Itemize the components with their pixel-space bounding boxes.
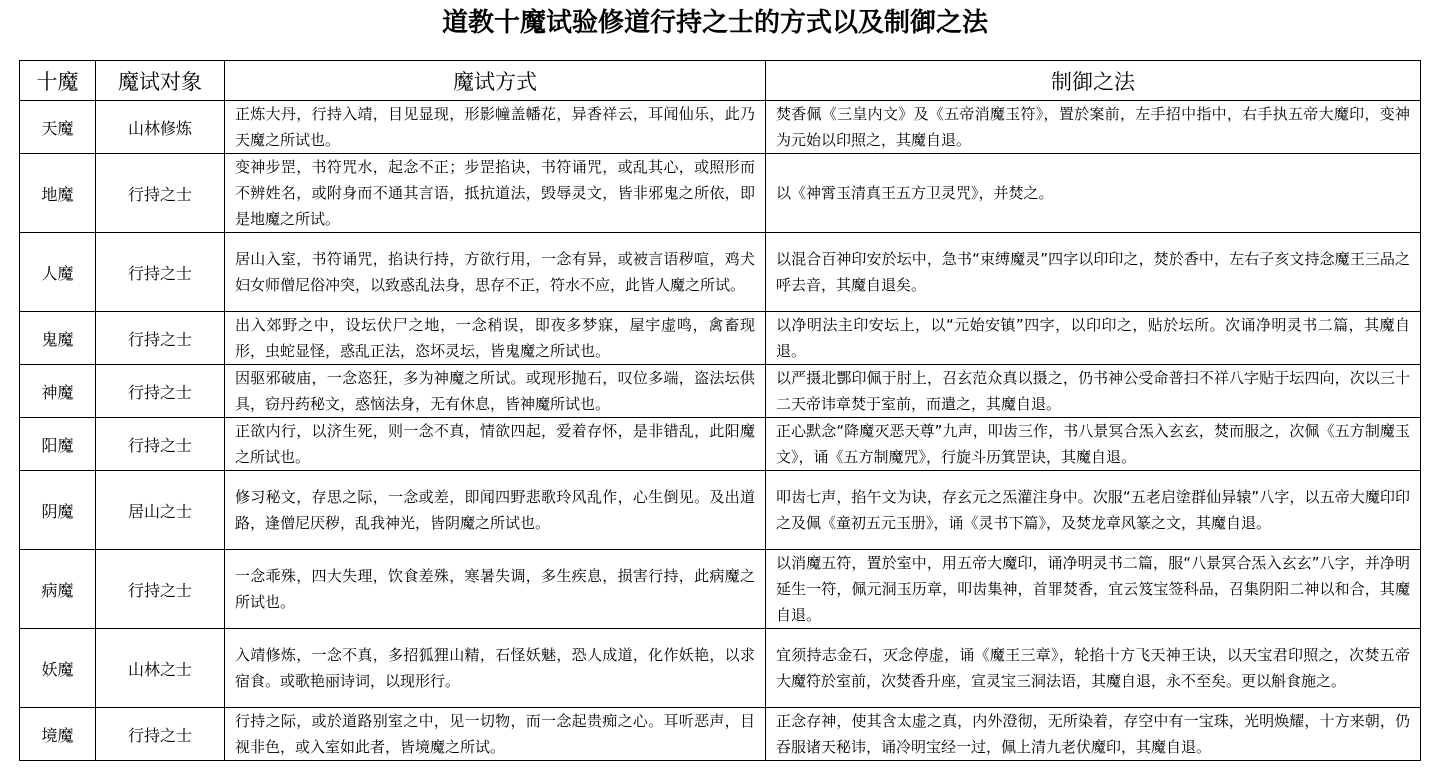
table-row — [20, 365, 1421, 418]
method-cell: 因驱邪破庙，一念恣狂，多为神魔之所试。或现形抛石，叹位多端，盗法坛供具，窃丹药秘文，惑恼法身，无有休息，皆神魔所试也。 — [225, 365, 766, 418]
target-cell: 行持之士 — [96, 550, 225, 629]
target-cell: 行持之士 — [96, 418, 225, 471]
method-cell: 行持之际，或於道路别室之中，见一切物，而一念起贵痴之心。耳听恶声，目视非色，或入室如此者，皆境魔之所试。 — [225, 708, 766, 761]
method-cell: 正炼大丹，行持入靖，目见显现，形影幢盖幡花，异香祥云，耳闻仙乐，此乃天魔之所试也。 — [225, 101, 766, 154]
demon-name: 阳魔 — [20, 418, 96, 471]
table-row — [20, 312, 1421, 365]
demon-name: 阴魔 — [20, 471, 96, 550]
demon-table — [19, 60, 1421, 761]
table-row — [20, 418, 1421, 471]
control-cell: 以混合百神印安於坛中，急书“束缚魔灵”四字以印印之，焚於香中，左右子亥文持念魔王三品之呼去音，其魔自退矣。 — [766, 233, 1421, 312]
method-cell: 修习秘文，存思之际，一念或差，即闻四野悲歌玲风乱作，心生倒见。及出道路，逢僧尼厌秽，乱我神光，皆阴魔之所试也。 — [225, 471, 766, 550]
demon-name: 天魔 — [20, 101, 96, 154]
table-row — [20, 233, 1421, 312]
method-cell: 变神步罡，书符咒水，起念不正；步罡掐诀，书符诵咒，或乱其心，或照形而不辨姓名，或附身而不通其言语，抵抗道法，毁辱灵文，皆非邪鬼之所依，即是地魔之所试。 — [225, 154, 766, 233]
demon-name: 鬼魔 — [20, 312, 96, 365]
demon-name: 妖魔 — [20, 629, 96, 708]
method-cell: 正欲内行，以济生死，则一念不真，情欲四起，爱着存怀，是非错乱，此阳魔之所试也。 — [225, 418, 766, 471]
target-cell: 行持之士 — [96, 365, 225, 418]
control-cell: 以消魔五符，置於室中，用五帝大魔印，诵净明灵书二篇，服“八景冥合炁入玄玄”八字，并净明延生一符，佩元洞玉历章，叩齿集神，首罪焚香，宜云笈宝签科品，召集阴阳二神以和合，其魔自退。 — [766, 550, 1421, 629]
demon-name: 地魔 — [20, 154, 96, 233]
table-row — [20, 708, 1421, 761]
target-cell: 居山之士 — [96, 471, 225, 550]
control-cell: 正念存神，使其含太虚之真，内外澄彻，无所染着，存空中有一宝珠，光明焕耀，十方来朝，仍吞服诸天秘讳，诵冷明宝经一过，佩上清九老伏魔印，其魔自退。 — [766, 708, 1421, 761]
target-cell: 山林修炼 — [96, 101, 225, 154]
header-target: 魔试对象 — [96, 61, 225, 101]
demon-name: 病魔 — [20, 550, 96, 629]
header-control: 制御之法 — [766, 61, 1421, 101]
demon-name: 人魔 — [20, 233, 96, 312]
table-row — [20, 471, 1421, 550]
demon-name: 神魔 — [20, 365, 96, 418]
control-cell: 宜须持志金石，灭念停虚，诵《魔王三章》，轮掐十方飞天神王诀，以天宝君印照之，次焚五帝大魔符於室前，次焚香升座，宣灵宝三洞法语，其魔自退，永不至矣。更以斛食施之。 — [766, 629, 1421, 708]
control-cell: 正心默念“降魔灭恶天尊”九声，叩齿三作，书八景冥合炁入玄玄，焚而服之，次佩《五方制魔玉文》，诵《五方制魔咒》，行旋斗历箕罡诀，其魔自退。 — [766, 418, 1421, 471]
header-row — [20, 61, 1421, 101]
header-method: 魔试方式 — [225, 61, 766, 101]
target-cell: 行持之士 — [96, 154, 225, 233]
page-title: 道教十魔试验修道行持之士的方式以及制御之法 — [441, 8, 988, 38]
target-cell: 行持之士 — [96, 233, 225, 312]
table-row — [20, 101, 1421, 154]
table-row — [20, 154, 1421, 233]
method-cell: 居山入室，书符诵咒，掐诀行持，方欲行用，一念有异，或被言语秽喧，鸡犬妇女师僧尼俗冲突，以致惑乱法身，思存不正，符水不应，此皆人魔之所试。 — [225, 233, 766, 312]
header-demon: 十魔 — [20, 61, 96, 101]
target-cell: 行持之士 — [96, 708, 225, 761]
target-cell: 行持之士 — [96, 312, 225, 365]
control-cell: 以净明法主印安坛上，以“元始安镇”四字，以印印之，贴於坛所。次诵净明灵书二篇，其魔自退。 — [766, 312, 1421, 365]
control-cell: 以严摄北酆印佩于肘上，召玄范众真以摄之，仍书神公受命普扫不祥八字贴于坛四向，次以三十二天帝讳章焚于室前，而遣之，其魔自退。 — [766, 365, 1421, 418]
demon-name: 境魔 — [20, 708, 96, 761]
table-row — [20, 629, 1421, 708]
control-cell: 以《神霄玉清真王五方卫灵咒》，并焚之。 — [766, 154, 1421, 233]
method-cell: 出入郊野之中，设坛伏尸之地，一念稍误，即夜多梦寐，屋宇虚鸣，禽畜现形，虫蛇显怪，惑乱正法，恣坏灵坛，皆鬼魔之所试也。 — [225, 312, 766, 365]
method-cell: 入靖修炼，一念不真，多招狐狸山精，石怪妖魅，恐人成道，化作妖艳，以求宿食。或歌艳丽诗词，以现形行。 — [225, 629, 766, 708]
control-cell: 叩齿七声，掐午文为诀，存玄元之炁灌注身中。次服“五老启塗群仙异辕”八字，以五帝大魔印印之及佩《童初五元玉册》，诵《灵书下篇》，及焚龙章风篆之文，其魔自退。 — [766, 471, 1421, 550]
target-cell: 山林之士 — [96, 629, 225, 708]
control-cell: 焚香佩《三皇内文》及《五帝消魔玉符》，置於案前，左手招中指中，右手执五帝大魔印，变神为元始以印照之，其魔自退。 — [766, 101, 1421, 154]
table-row — [20, 550, 1421, 629]
method-cell: 一念乖殊，四大失理，饮食差殊，寒暑失调，多生疾息，损害行持，此病魔之所试也。 — [225, 550, 766, 629]
